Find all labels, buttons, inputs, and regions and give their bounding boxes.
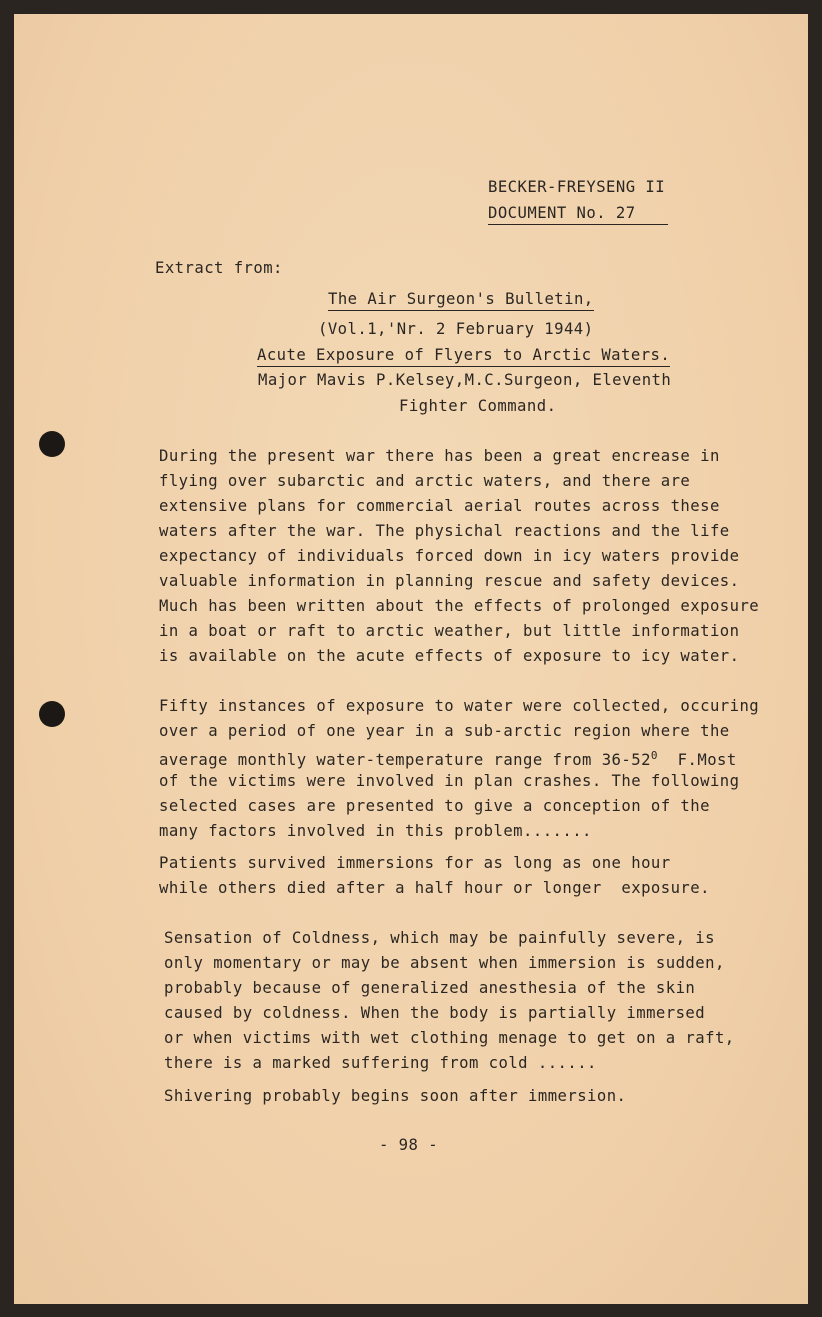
paragraph-1-line: valuable information in planning rescue and safety devices. [159,572,740,590]
paragraph-2-line: of the victims were involved in plan crashes. The following [159,772,740,790]
paragraph-1-line: is available on the acute effects of exposure to icy water. [159,647,740,665]
paragraph-1-line: extensive plans for commercial aerial routes across these [159,497,720,515]
author-line-1: Major Mavis P.Kelsey,M.C.Surgeon, Eleventh [258,371,672,389]
degree-mark: 0 [650,749,658,762]
punch-hole-top [39,431,65,457]
paragraph-3-line: while others died after a half hour or longer exposure. [159,879,710,897]
paragraph-4-line: caused by coldness. When the body is partially immersed [164,1004,706,1022]
paragraph-1-line: expectancy of individuals forced down in icy waters provide [159,547,740,565]
temperature-range-text: average monthly water-temperature range from 36-52 [159,751,651,770]
paragraph-4-line: probably because of generalized anesthesia of the skin [164,979,696,997]
bulletin-title: The Air Surgeon's Bulletin, [328,289,594,311]
paragraph-2-line: selected cases are presented to give a conception of the [159,797,710,815]
paragraph-1-line: in a boat or raft to arctic weather, but little information [159,622,740,640]
paragraph-2-line: Fifty instances of exposure to water were collected, occuring [159,697,760,715]
paragraph-2-line: many factors involved in this problem....... [159,822,592,840]
paragraph-4-line: there is a marked suffering from cold ...... [164,1054,597,1072]
paragraph-1-line: During the present war there has been a great encrease in [159,447,720,465]
punch-hole-bottom [39,701,65,727]
article-title: Acute Exposure of Flyers to Arctic Waters. [257,345,670,367]
extract-intro: Extract from: [155,259,283,277]
document-page [14,14,808,1304]
page-number: - 98 - [379,1136,439,1154]
paragraph-4-line: or when victims with wet clothing menage to get on a raft, [164,1029,735,1047]
paragraph-2-line: over a period of one year in a sub-arctic region where the [159,722,730,740]
paragraph-4-line: Sensation of Coldness, which may be painfully severe, is [164,929,715,947]
paragraph-1-line: waters after the war. The physichal reactions and the life [159,522,730,540]
paragraph-5-line: Shivering probably begins soon after immersion. [164,1087,627,1105]
paragraph-1-line: flying over subarctic and arctic waters, and there are [159,472,691,490]
paragraph-4-line: only momentary or may be absent when immersion is sudden, [164,954,725,972]
paragraph-1-line: Much has been written about the effects of prolonged exposure [159,597,760,615]
temperature-unit-text: F.Most [658,751,737,770]
bulletin-volume: (Vol.1,'Nr. 2 February 1944) [318,320,594,338]
document-reference-line1: BECKER-FREYSENG II [488,178,666,196]
paragraph-3-line: Patients survived immersions for as long as one hour [159,854,671,872]
document-reference-line2: DOCUMENT No. 27 [488,203,668,225]
author-line-2: Fighter Command. [399,397,557,415]
paragraph-2-line [159,746,737,770]
